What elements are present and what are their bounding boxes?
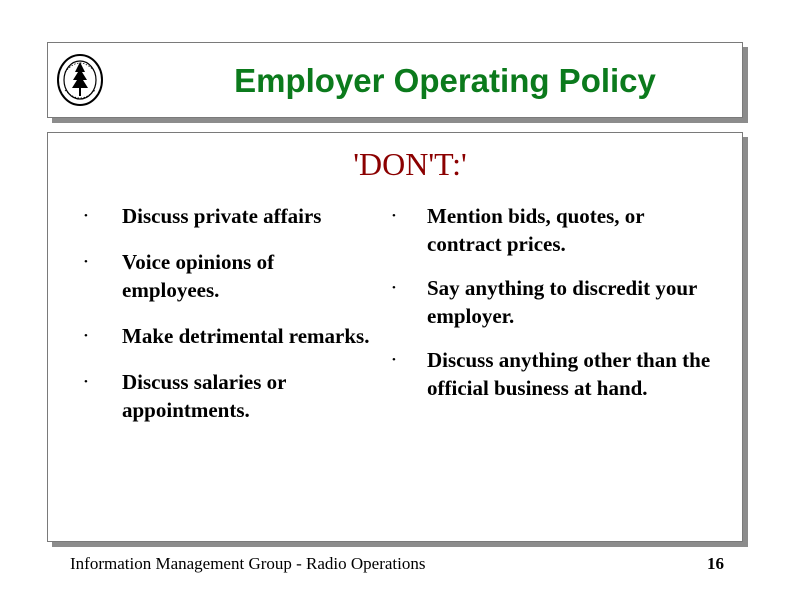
- left-bullet-list: [84, 202, 371, 442]
- list-item: • Discuss private affairs: [84, 204, 322, 228]
- forest-service-logo-icon: [52, 52, 108, 108]
- footer-text: Information Management Group - Radio Operations: [70, 554, 426, 573]
- page-number: 16: [707, 554, 724, 573]
- title-box: [47, 42, 743, 118]
- list-item: • Mention bids, quotes, or contract prices.: [392, 204, 645, 256]
- bullet-icon: •: [392, 210, 396, 222]
- list-item: • Voice opinions of employees.: [84, 250, 275, 302]
- right-bullet-list: [392, 202, 715, 418]
- bullet-icon: •: [84, 330, 88, 342]
- bullet-icon: •: [392, 354, 396, 366]
- bullet-icon: •: [84, 256, 88, 268]
- bullet-icon: •: [84, 210, 88, 222]
- slide-title: Employer Operating Policy: [234, 62, 656, 99]
- list-item: • Make detrimental remarks.: [84, 324, 370, 348]
- slide-subtitle: 'DON'T:': [353, 146, 467, 182]
- list-item: • Say anything to discredit your employer.: [392, 276, 697, 328]
- list-item: • Discuss anything other than the official business at hand.: [392, 348, 711, 400]
- list-item: • Discuss salaries or appointments.: [84, 370, 287, 422]
- bullet-icon: •: [392, 282, 396, 294]
- bullet-icon: •: [84, 376, 88, 388]
